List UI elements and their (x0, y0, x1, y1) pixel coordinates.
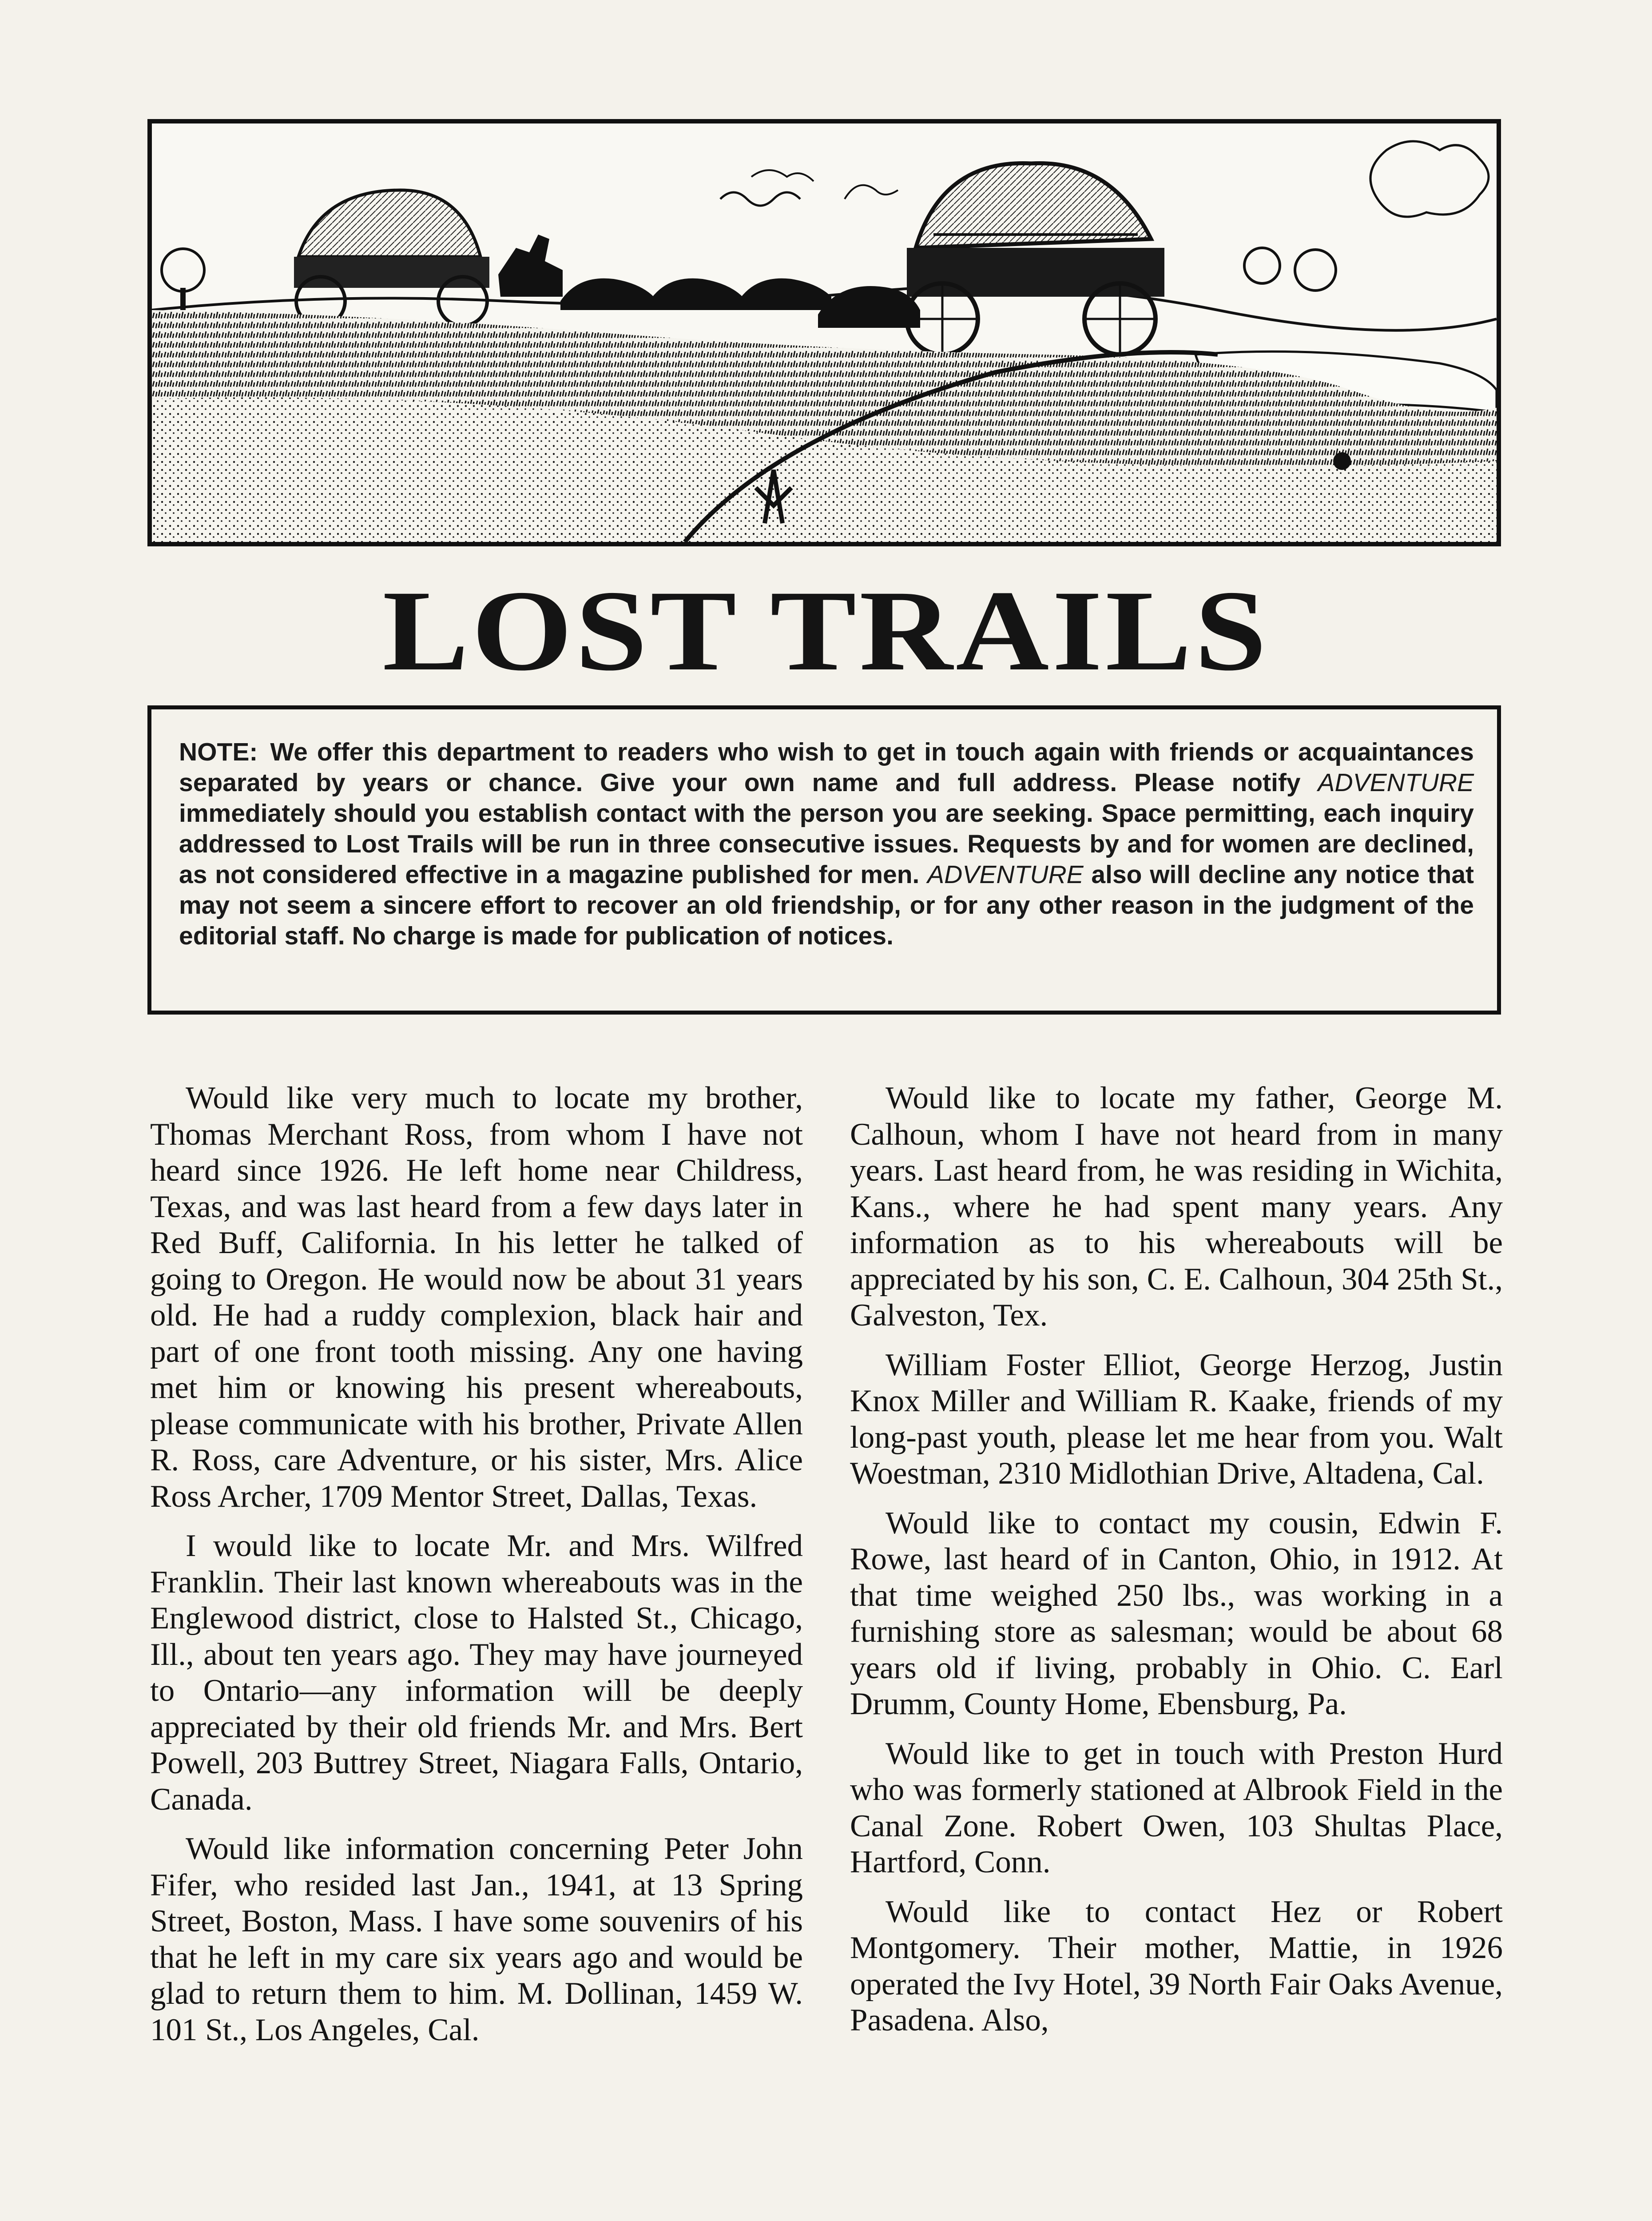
page-title: LOST TRAILS (382, 567, 1270, 695)
notice-paragraph: William Foster Elliot, George Herzog, Justin Knox Miller and William R. Kaake, friends of my long-past youth, please let me hear from you. Walt Woestman, 2310 Midlothian Drive, Altadena, Cal. (850, 1347, 1503, 1491)
note-text-part: We offer this department to readers who wish to get in touch again with friends or acquaintances separated by years or chance. Give your own name and full address. Please notify (179, 738, 1474, 797)
notice-paragraph: I would like to locate Mr. and Mrs. Wilfred Franklin. Their last known whereabouts was in the Englewood district, close to Halsted St., Chicago, Ill., about ten years ago. They may have journeyed to Ontario—any information will be deeply appreciated by their old friends Mr. and Mrs. Bert Powell, 203 Buttrey Street, Niagara Falls, Ontario, Canada. (150, 1528, 803, 1817)
note-text-part: also will decline any notice that may not seem a sincere effort to recover an old friendship, or for any other reason in the judgment of the editorial staff. No charge is made for publication of notices. (179, 860, 1474, 950)
note-label: NOTE: (179, 738, 258, 766)
covered-wagon-illustration (147, 119, 1501, 546)
notice-paragraph: Would like very much to locate my brother, Thomas Merchant Ross, from whom I have not heard since 1926. He left home near Childress, Texas, and was last heard from a few days later in Red Buff, California. In his letter he talked of going to Oregon. He would now be about 31 years old. He had a ruddy complexion, black hair and part of one front tooth missing. Any one having met him or knowing his present whereabouts, please communicate with his brother, Private Allen R. Ross, care Adventure, or his sister, Mrs. Alice Ross Archer, 1709 Mentor Street, Dallas, Texas. (150, 1081, 803, 1514)
notice-paragraph: Would like information concerning Peter John Fifer, who resided last Jan., 1941, at 13 Spring Street, Boston, Mass. I have some souvenirs of his that he left in my care six years ago and would be glad to return them to him. M. Dollinan, 1459 W. 101 St., Los Angeles, Cal. (150, 1831, 803, 2047)
right-column (850, 1080, 1503, 2052)
covered-wagon-train-icon (152, 123, 1497, 542)
left-column (150, 1080, 803, 2062)
magazine-name: ADVENTURE (927, 860, 1084, 889)
notice-paragraph: Would like to get in touch with Preston Hurd who was formerly stationed at Albrook Field in the Canal Zone. Robert Owen, 103 Shultas Place, Hartford, Conn. (850, 1736, 1503, 1879)
note-text-part: immediately should you establish contact with the person you are seeking. Space permitting, each inquiry addressed to Lost Trails will be run in three consecutive issues. Requests by and for women are declined, as not considered effective in a magazine published for men. (179, 799, 1474, 889)
notice-paragraph: Would like to contact Hez or Robert Montgomery. Their mother, Mattie, in 1926 operated the Ivy Hotel, 39 North Fair Oaks Avenue, Pasadena. Also, (850, 1894, 1503, 2038)
notice-paragraph: Would like to contact my cousin, Edwin F. Rowe, last heard of in Canton, Ohio, in 1912. At that time weighed 250 lbs., was working in a furnishing store as salesman; would be about 68 years old if living, probably in Ohio. C. Earl Drumm, County Home, Ebensburg, Pa. (850, 1505, 1503, 1721)
notice-paragraph: Would like to locate my father, George M. Calhoun, whom I have not heard from in many years. Last heard from, he was residing in Wichita, Kans., where he had spent many years. Any information as to his whereabouts will be appreciated by his son, C. E. Calhoun, 304 25th St., Galveston, Tex. (850, 1081, 1503, 1333)
magazine-name: ADVENTURE (1318, 768, 1474, 797)
editorial-note-box (147, 705, 1501, 1015)
